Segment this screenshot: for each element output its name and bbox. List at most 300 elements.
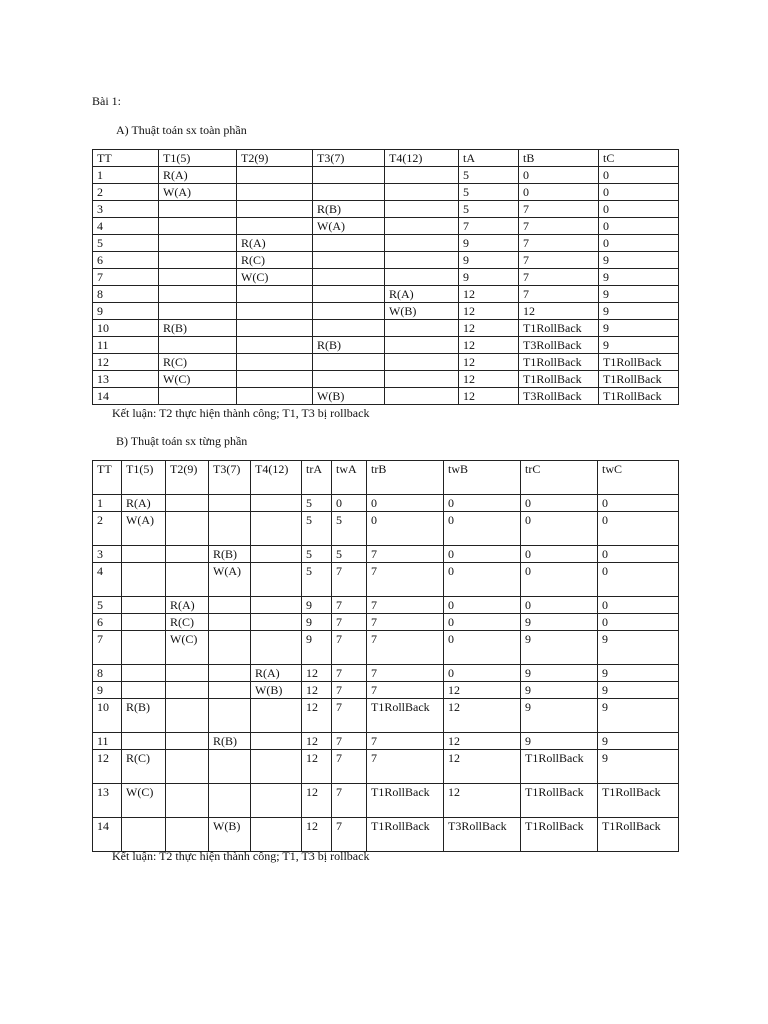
table-cell <box>237 286 313 303</box>
table-cell: 12 <box>302 784 332 818</box>
table-cell: 2 <box>93 512 122 546</box>
table-cell: 12 <box>444 750 521 784</box>
table-cell <box>251 733 302 750</box>
table-cell: 9 <box>598 733 679 750</box>
table-cell: 9 <box>599 269 679 286</box>
table-cell <box>122 818 166 852</box>
table-cell: 9 <box>598 631 679 665</box>
table-cell: 7 <box>93 631 122 665</box>
table-cell <box>237 320 313 337</box>
table-cell: T1RollBack <box>521 784 598 818</box>
table-cell: 9 <box>599 286 679 303</box>
table-cell <box>209 512 251 546</box>
table-cell: 12 <box>93 354 159 371</box>
table-cell: 9 <box>93 303 159 320</box>
table-cell: 7 <box>367 750 444 784</box>
column-header: T2(9) <box>166 461 209 495</box>
table-cell: W(B) <box>251 682 302 699</box>
table-cell: 12 <box>444 682 521 699</box>
table-cell: 9 <box>459 235 519 252</box>
column-header: T1(5) <box>159 150 237 167</box>
table-cell <box>313 269 385 286</box>
table-cell <box>209 682 251 699</box>
table-cell: 0 <box>598 495 679 512</box>
table-cell: R(B) <box>209 733 251 750</box>
table-cell <box>385 388 459 405</box>
table-cell: 0 <box>519 184 599 201</box>
table-cell: 12 <box>459 371 519 388</box>
table-cell: R(A) <box>251 665 302 682</box>
table-cell: 7 <box>367 631 444 665</box>
table-cell: 0 <box>332 495 367 512</box>
table-cell: 4 <box>93 563 122 597</box>
table-cell: R(A) <box>159 167 237 184</box>
table-row <box>93 218 679 235</box>
table-row <box>93 784 679 818</box>
table-cell: T1RollBack <box>598 818 679 852</box>
table-cell <box>209 750 251 784</box>
table-cell: T1RollBack <box>599 371 679 388</box>
table-cell: 7 <box>519 218 599 235</box>
table-cell: 0 <box>444 665 521 682</box>
table-cell: 0 <box>519 167 599 184</box>
table-cell: W(A) <box>159 184 237 201</box>
table-row <box>93 303 679 320</box>
table-cell: 4 <box>93 218 159 235</box>
table-cell: 0 <box>598 597 679 614</box>
table-cell: 8 <box>93 665 122 682</box>
table-cell <box>122 733 166 750</box>
column-header: T4(12) <box>251 461 302 495</box>
table-cell: 9 <box>93 682 122 699</box>
table-cell <box>237 337 313 354</box>
table-cell: 12 <box>459 303 519 320</box>
column-header: twB <box>444 461 521 495</box>
table-row <box>93 750 679 784</box>
table-cell: W(B) <box>313 388 385 405</box>
table-cell: 13 <box>93 371 159 388</box>
table-cell: T1RollBack <box>599 388 679 405</box>
table-cell: 5 <box>302 512 332 546</box>
table-cell <box>122 682 166 699</box>
column-header: tC <box>599 150 679 167</box>
table-cell: W(A) <box>313 218 385 235</box>
table-cell: T1RollBack <box>598 784 679 818</box>
table-row <box>93 614 679 631</box>
table-row <box>93 733 679 750</box>
table-cell: R(B) <box>313 337 385 354</box>
table-cell: 12 <box>302 750 332 784</box>
table-cell <box>166 784 209 818</box>
table-cell: T3RollBack <box>519 337 599 354</box>
table-cell: R(A) <box>122 495 166 512</box>
table-cell <box>159 303 237 320</box>
table-cell: 12 <box>459 337 519 354</box>
table-cell <box>159 337 237 354</box>
table-cell: R(A) <box>166 597 209 614</box>
table-cell <box>251 818 302 852</box>
table-cell: T3RollBack <box>444 818 521 852</box>
table-cell: 7 <box>367 614 444 631</box>
table-cell: 0 <box>599 235 679 252</box>
table-cell <box>313 235 385 252</box>
table-cell <box>159 218 237 235</box>
table-cell: 12 <box>459 320 519 337</box>
table-cell: R(B) <box>313 201 385 218</box>
table-row <box>93 597 679 614</box>
column-header: T3(7) <box>209 461 251 495</box>
table-cell <box>159 252 237 269</box>
table-cell: 8 <box>93 286 159 303</box>
table-cell: 0 <box>444 563 521 597</box>
table-cell: 9 <box>302 614 332 631</box>
table-cell: 0 <box>367 512 444 546</box>
table-cell: 13 <box>93 784 122 818</box>
column-header: trC <box>521 461 598 495</box>
table-cell: 9 <box>521 699 598 733</box>
table-cell: 9 <box>302 597 332 614</box>
table-cell <box>251 699 302 733</box>
table-cell <box>251 597 302 614</box>
table-cell <box>237 201 313 218</box>
table-cell: 9 <box>599 303 679 320</box>
table-cell <box>209 597 251 614</box>
table-row <box>93 546 679 563</box>
table-row <box>93 354 679 371</box>
table-cell: T1RollBack <box>519 354 599 371</box>
table-cell: 7 <box>332 699 367 733</box>
table-cell: T1RollBack <box>519 320 599 337</box>
table-cell: R(B) <box>159 320 237 337</box>
table-cell: 7 <box>332 631 367 665</box>
table-cell: 7 <box>93 269 159 286</box>
table-row <box>93 563 679 597</box>
table-cell <box>237 167 313 184</box>
table-cell: 10 <box>93 699 122 733</box>
table-cell <box>159 388 237 405</box>
table-cell <box>166 699 209 733</box>
table-cell: 9 <box>599 337 679 354</box>
table-cell: 7 <box>332 784 367 818</box>
table-cell: 7 <box>332 818 367 852</box>
table-cell: 3 <box>93 201 159 218</box>
table-cell: 0 <box>444 631 521 665</box>
table-cell: 7 <box>367 563 444 597</box>
column-header: T3(7) <box>313 150 385 167</box>
table-cell <box>313 286 385 303</box>
table-cell: W(A) <box>122 512 166 546</box>
table-cell: 0 <box>521 495 598 512</box>
table-row <box>93 512 679 546</box>
table-row <box>93 682 679 699</box>
table-cell <box>166 733 209 750</box>
table-cell: 12 <box>444 733 521 750</box>
table-cell <box>251 512 302 546</box>
table-cell: 0 <box>599 167 679 184</box>
table-cell: 9 <box>598 682 679 699</box>
table-cell: 9 <box>521 614 598 631</box>
table-cell: 5 <box>302 495 332 512</box>
table-cell: T1RollBack <box>521 750 598 784</box>
table-cell <box>385 201 459 218</box>
table-cell: 7 <box>367 682 444 699</box>
conclusion-b: Kết luận: T2 thực hiện thành công; T1, T3 bị rollback <box>112 849 370 863</box>
table-cell: T1RollBack <box>519 371 599 388</box>
table-row <box>93 184 679 201</box>
table-cell: 1 <box>93 495 122 512</box>
table-cell <box>209 614 251 631</box>
table-cell <box>385 269 459 286</box>
table-cell: 7 <box>332 665 367 682</box>
table-cell: 7 <box>459 218 519 235</box>
table-cell <box>166 546 209 563</box>
table-cell: 0 <box>599 184 679 201</box>
table-cell <box>313 354 385 371</box>
table-cell: W(B) <box>385 303 459 320</box>
table-cell: 6 <box>93 614 122 631</box>
table-cell <box>313 303 385 320</box>
table-cell <box>385 167 459 184</box>
table-cell: T3RollBack <box>519 388 599 405</box>
header-row <box>93 150 679 167</box>
table-cell: 9 <box>459 252 519 269</box>
table-cell: 7 <box>367 597 444 614</box>
table-cell: 12 <box>459 354 519 371</box>
table-cell <box>385 354 459 371</box>
table-cell: 12 <box>302 699 332 733</box>
table-cell <box>122 597 166 614</box>
table-cell <box>251 563 302 597</box>
table-row <box>93 252 679 269</box>
column-header: tA <box>459 150 519 167</box>
table-cell: 7 <box>519 269 599 286</box>
table-row <box>93 388 679 405</box>
table-cell <box>166 665 209 682</box>
table-cell: 7 <box>332 614 367 631</box>
table-cell: 9 <box>302 631 332 665</box>
table-cell <box>122 546 166 563</box>
table-cell: 7 <box>367 665 444 682</box>
table-cell: 12 <box>302 818 332 852</box>
table-cell: R(B) <box>209 546 251 563</box>
table-cell: 0 <box>598 563 679 597</box>
conclusion-a: Kết luận: T2 thực hiện thành công; T1, T3 bị rollback <box>112 406 370 420</box>
table-cell <box>122 563 166 597</box>
table-cell <box>209 495 251 512</box>
column-header: TT <box>93 150 159 167</box>
table-cell: 7 <box>519 286 599 303</box>
table-cell <box>209 631 251 665</box>
table-cell: T1RollBack <box>599 354 679 371</box>
column-header: twA <box>332 461 367 495</box>
table-cell <box>159 235 237 252</box>
column-header: trB <box>367 461 444 495</box>
table-cell: 9 <box>521 682 598 699</box>
table-cell: 7 <box>332 750 367 784</box>
table-cell: R(C) <box>166 614 209 631</box>
schedule-table-b <box>92 460 679 852</box>
table-cell <box>385 371 459 388</box>
table-cell: 0 <box>598 512 679 546</box>
table-cell: 9 <box>521 665 598 682</box>
table-cell: 3 <box>93 546 122 563</box>
column-header: T1(5) <box>122 461 166 495</box>
table-row <box>93 337 679 354</box>
table-cell: 7 <box>519 252 599 269</box>
table-cell <box>159 286 237 303</box>
table-cell <box>166 750 209 784</box>
table-cell <box>159 201 237 218</box>
table-cell <box>385 218 459 235</box>
table-cell: R(C) <box>159 354 237 371</box>
table-cell <box>251 614 302 631</box>
table-cell: 0 <box>598 546 679 563</box>
table-cell: R(B) <box>122 699 166 733</box>
table-cell: 14 <box>93 818 122 852</box>
exercise-heading: Bài 1: <box>92 94 121 108</box>
column-header: twC <box>598 461 679 495</box>
table-cell: 7 <box>332 597 367 614</box>
table-cell <box>166 563 209 597</box>
table-cell: 0 <box>521 563 598 597</box>
table-cell: 10 <box>93 320 159 337</box>
column-header: T2(9) <box>237 150 313 167</box>
table-cell: 0 <box>599 218 679 235</box>
table-cell: 0 <box>444 512 521 546</box>
table-cell: R(C) <box>122 750 166 784</box>
table-cell: 12 <box>302 733 332 750</box>
table-cell <box>122 665 166 682</box>
table-cell <box>385 252 459 269</box>
table-cell <box>237 184 313 201</box>
table-cell: 9 <box>459 269 519 286</box>
table-cell <box>237 303 313 320</box>
table-cell <box>237 218 313 235</box>
table-cell: 7 <box>519 201 599 218</box>
table-row <box>93 665 679 682</box>
table-cell: 12 <box>519 303 599 320</box>
table-cell <box>251 495 302 512</box>
table-cell: 1 <box>93 167 159 184</box>
table-row <box>93 286 679 303</box>
table-cell: 9 <box>598 750 679 784</box>
table-cell: T1RollBack <box>521 818 598 852</box>
table-cell <box>237 371 313 388</box>
table-cell: 0 <box>521 597 598 614</box>
table-cell <box>209 665 251 682</box>
column-header: tB <box>519 150 599 167</box>
table-cell: 0 <box>599 201 679 218</box>
table-cell: 14 <box>93 388 159 405</box>
table-cell: W(C) <box>159 371 237 388</box>
table-row <box>93 269 679 286</box>
table-cell <box>313 167 385 184</box>
table-cell: 0 <box>444 546 521 563</box>
table-cell: 5 <box>459 184 519 201</box>
table-cell <box>385 184 459 201</box>
table-row <box>93 167 679 184</box>
table-cell: 9 <box>521 631 598 665</box>
table-cell: 12 <box>444 699 521 733</box>
table-cell: W(C) <box>166 631 209 665</box>
table-cell: 12 <box>444 784 521 818</box>
table-cell <box>313 320 385 337</box>
table-cell: 5 <box>459 201 519 218</box>
table-row <box>93 631 679 665</box>
table-cell: 0 <box>598 614 679 631</box>
table-cell: 12 <box>302 682 332 699</box>
table-cell: 12 <box>93 750 122 784</box>
table-cell <box>251 631 302 665</box>
table-cell <box>385 337 459 354</box>
column-header: trA <box>302 461 332 495</box>
table-cell: W(C) <box>122 784 166 818</box>
table-cell: T1RollBack <box>367 784 444 818</box>
table-cell <box>313 252 385 269</box>
table-cell: 9 <box>521 733 598 750</box>
table-cell <box>166 512 209 546</box>
table-cell: W(C) <box>237 269 313 286</box>
table-cell: 9 <box>599 252 679 269</box>
table-cell <box>313 184 385 201</box>
table-cell: 7 <box>367 733 444 750</box>
table-cell: R(C) <box>237 252 313 269</box>
table-cell <box>122 631 166 665</box>
table-cell <box>159 269 237 286</box>
column-header: TT <box>93 461 122 495</box>
table-cell <box>166 818 209 852</box>
column-header: T4(12) <box>385 150 459 167</box>
table-cell <box>166 495 209 512</box>
table-cell <box>209 699 251 733</box>
table-cell <box>385 235 459 252</box>
table-cell <box>122 614 166 631</box>
table-cell <box>313 371 385 388</box>
table-row <box>93 371 679 388</box>
table-cell <box>237 388 313 405</box>
table-cell: 7 <box>332 682 367 699</box>
table-cell: 0 <box>444 614 521 631</box>
table-cell <box>251 750 302 784</box>
table-row <box>93 495 679 512</box>
table-cell: 5 <box>459 167 519 184</box>
table-cell: 6 <box>93 252 159 269</box>
table-row <box>93 320 679 337</box>
table-cell <box>166 682 209 699</box>
table-cell <box>251 546 302 563</box>
table-cell: 7 <box>332 563 367 597</box>
table-cell: 0 <box>367 495 444 512</box>
table-row <box>93 201 679 218</box>
table-row <box>93 699 679 733</box>
table-cell: 7 <box>519 235 599 252</box>
table-cell <box>237 354 313 371</box>
table-cell: R(A) <box>237 235 313 252</box>
table-cell: R(A) <box>385 286 459 303</box>
table-cell: 7 <box>332 733 367 750</box>
table-cell: T1RollBack <box>367 699 444 733</box>
table-cell: T1RollBack <box>367 818 444 852</box>
table-cell: 7 <box>367 546 444 563</box>
table-row <box>93 235 679 252</box>
table-cell: W(B) <box>209 818 251 852</box>
table-cell: 5 <box>93 597 122 614</box>
table-cell: 5 <box>302 546 332 563</box>
schedule-table-a <box>92 149 679 405</box>
table-cell: 0 <box>444 495 521 512</box>
table-cell: 9 <box>598 665 679 682</box>
table-cell: W(A) <box>209 563 251 597</box>
